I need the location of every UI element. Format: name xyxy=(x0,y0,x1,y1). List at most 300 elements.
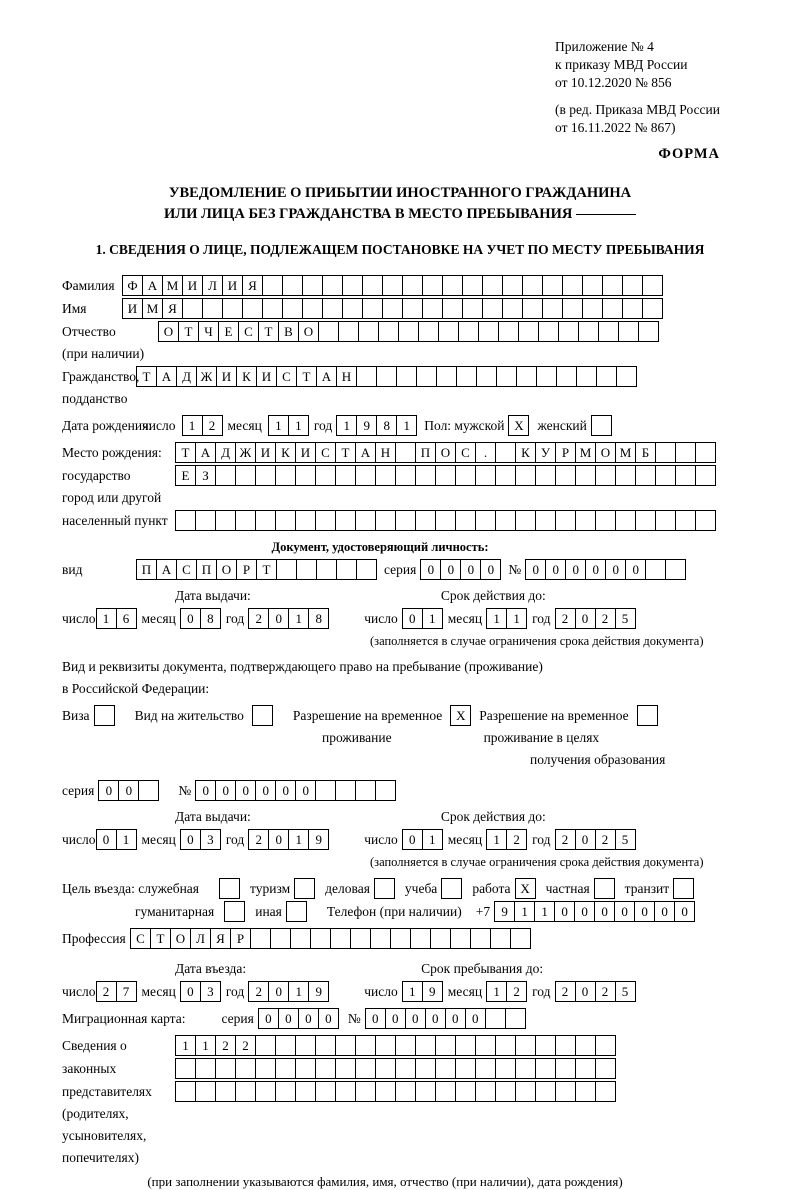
char-cell[interactable] xyxy=(536,366,557,387)
char-cell[interactable] xyxy=(475,1058,496,1079)
char-cell[interactable] xyxy=(310,928,331,949)
char-cell[interactable] xyxy=(435,510,456,531)
char-cell[interactable] xyxy=(330,928,351,949)
char-cell[interactable]: И xyxy=(182,275,203,296)
char-cell[interactable]: 0 xyxy=(585,559,606,580)
purpose-other-checkbox[interactable] xyxy=(286,901,307,922)
char-cell[interactable] xyxy=(415,465,436,486)
char-cell[interactable]: 2 xyxy=(248,608,269,629)
char-cell[interactable] xyxy=(215,1081,236,1102)
birth-year-input[interactable] xyxy=(336,415,416,436)
char-cell[interactable] xyxy=(455,465,476,486)
char-cell[interactable] xyxy=(262,275,283,296)
char-cell[interactable]: 0 xyxy=(545,559,566,580)
char-cell[interactable]: 1 xyxy=(195,1035,216,1056)
char-cell[interactable] xyxy=(502,298,523,319)
char-cell[interactable] xyxy=(275,1081,296,1102)
char-cell[interactable] xyxy=(695,442,716,463)
char-cell[interactable] xyxy=(598,321,619,342)
char-cell[interactable]: 9 xyxy=(422,981,443,1002)
char-cell[interactable]: 0 xyxy=(634,901,655,922)
char-cell[interactable]: Е xyxy=(218,321,239,342)
char-cell[interactable]: Е xyxy=(175,465,196,486)
char-cell[interactable] xyxy=(315,1081,336,1102)
char-cell[interactable]: 0 xyxy=(215,780,236,801)
char-cell[interactable]: 1 xyxy=(534,901,555,922)
char-cell[interactable]: 0 xyxy=(445,1008,466,1029)
doc-number-input[interactable] xyxy=(525,559,685,580)
char-cell[interactable] xyxy=(242,298,263,319)
doc-type-input[interactable] xyxy=(136,559,376,580)
char-cell[interactable] xyxy=(498,321,519,342)
char-cell[interactable]: 0 xyxy=(480,559,501,580)
char-cell[interactable] xyxy=(510,928,531,949)
char-cell[interactable]: И xyxy=(222,275,243,296)
edu-residence-checkbox[interactable] xyxy=(637,705,658,726)
sex-male-checkbox[interactable]: X xyxy=(508,415,529,436)
char-cell[interactable] xyxy=(422,298,443,319)
char-cell[interactable] xyxy=(255,1081,276,1102)
char-cell[interactable]: И xyxy=(122,298,143,319)
char-cell[interactable] xyxy=(375,1058,396,1079)
char-cell[interactable] xyxy=(522,275,543,296)
char-cell[interactable] xyxy=(418,321,439,342)
stay-valid-year-input[interactable] xyxy=(555,829,635,850)
char-cell[interactable] xyxy=(435,1058,456,1079)
char-cell[interactable] xyxy=(675,465,696,486)
char-cell[interactable]: Я xyxy=(242,275,263,296)
char-cell[interactable] xyxy=(618,321,639,342)
char-cell[interactable]: 1 xyxy=(116,829,137,850)
char-cell[interactable]: Р xyxy=(555,442,576,463)
char-cell[interactable] xyxy=(596,366,617,387)
char-cell[interactable] xyxy=(482,275,503,296)
char-cell[interactable]: С xyxy=(130,928,151,949)
char-cell[interactable]: Я xyxy=(162,298,183,319)
char-cell[interactable] xyxy=(582,275,603,296)
char-cell[interactable] xyxy=(395,510,416,531)
char-cell[interactable] xyxy=(402,275,423,296)
char-cell[interactable] xyxy=(556,366,577,387)
stayuntil-day-input[interactable] xyxy=(402,981,442,1002)
char-cell[interactable]: Т xyxy=(296,366,317,387)
char-cell[interactable]: 0 xyxy=(614,901,635,922)
char-cell[interactable]: 9 xyxy=(494,901,515,922)
char-cell[interactable] xyxy=(318,321,339,342)
char-cell[interactable] xyxy=(402,298,423,319)
char-cell[interactable] xyxy=(336,559,357,580)
char-cell[interactable] xyxy=(222,298,243,319)
char-cell[interactable]: Т xyxy=(256,559,277,580)
stayuntil-month-input[interactable] xyxy=(486,981,526,1002)
char-cell[interactable]: 0 xyxy=(575,608,596,629)
char-cell[interactable] xyxy=(376,366,397,387)
char-cell[interactable]: 2 xyxy=(506,829,527,850)
char-cell[interactable] xyxy=(275,1058,296,1079)
char-cell[interactable] xyxy=(535,1035,556,1056)
char-cell[interactable] xyxy=(355,1081,376,1102)
char-cell[interactable]: 1 xyxy=(288,415,309,436)
visa-checkbox[interactable] xyxy=(94,705,115,726)
char-cell[interactable] xyxy=(335,1035,356,1056)
char-cell[interactable] xyxy=(215,465,236,486)
surname-input[interactable] xyxy=(122,275,662,296)
stayuntil-year-input[interactable] xyxy=(555,981,635,1002)
entry-year-input[interactable] xyxy=(248,981,328,1002)
char-cell[interactable] xyxy=(350,928,371,949)
char-cell[interactable]: С xyxy=(238,321,259,342)
citizenship-input[interactable] xyxy=(136,366,636,387)
char-cell[interactable] xyxy=(342,298,363,319)
char-cell[interactable]: 1 xyxy=(288,981,309,1002)
char-cell[interactable]: 0 xyxy=(654,901,675,922)
char-cell[interactable] xyxy=(202,298,223,319)
char-cell[interactable]: 3 xyxy=(200,829,221,850)
char-cell[interactable]: 0 xyxy=(385,1008,406,1029)
char-cell[interactable] xyxy=(195,510,216,531)
char-cell[interactable] xyxy=(538,321,559,342)
char-cell[interactable] xyxy=(182,298,203,319)
char-cell[interactable] xyxy=(382,298,403,319)
char-cell[interactable] xyxy=(356,559,377,580)
char-cell[interactable]: 9 xyxy=(356,415,377,436)
char-cell[interactable]: 3 xyxy=(200,981,221,1002)
char-cell[interactable] xyxy=(475,465,496,486)
char-cell[interactable]: 0 xyxy=(465,1008,486,1029)
char-cell[interactable] xyxy=(615,510,636,531)
char-cell[interactable] xyxy=(475,510,496,531)
char-cell[interactable] xyxy=(415,1081,436,1102)
char-cell[interactable] xyxy=(442,275,463,296)
sex-female-checkbox[interactable] xyxy=(591,415,612,436)
char-cell[interactable] xyxy=(495,1035,516,1056)
char-cell[interactable] xyxy=(575,1058,596,1079)
char-cell[interactable]: Я xyxy=(210,928,231,949)
migration-number-input[interactable] xyxy=(365,1008,525,1029)
char-cell[interactable] xyxy=(438,321,459,342)
char-cell[interactable]: А xyxy=(156,559,177,580)
char-cell[interactable] xyxy=(475,1081,496,1102)
char-cell[interactable]: 8 xyxy=(200,608,221,629)
char-cell[interactable]: 0 xyxy=(525,559,546,580)
char-cell[interactable] xyxy=(635,465,656,486)
char-cell[interactable]: 0 xyxy=(605,559,626,580)
char-cell[interactable]: А xyxy=(195,442,216,463)
char-cell[interactable]: Ф xyxy=(122,275,143,296)
char-cell[interactable]: 0 xyxy=(318,1008,339,1029)
char-cell[interactable]: У xyxy=(535,442,556,463)
char-cell[interactable]: С xyxy=(176,559,197,580)
char-cell[interactable] xyxy=(296,559,317,580)
char-cell[interactable] xyxy=(295,465,316,486)
char-cell[interactable] xyxy=(315,510,336,531)
char-cell[interactable] xyxy=(645,559,666,580)
char-cell[interactable] xyxy=(396,366,417,387)
char-cell[interactable] xyxy=(458,321,479,342)
char-cell[interactable]: 1 xyxy=(514,901,535,922)
char-cell[interactable] xyxy=(555,1081,576,1102)
char-cell[interactable]: 2 xyxy=(215,1035,236,1056)
char-cell[interactable] xyxy=(335,1058,356,1079)
char-cell[interactable] xyxy=(435,1081,456,1102)
char-cell[interactable] xyxy=(455,1058,476,1079)
char-cell[interactable] xyxy=(416,366,437,387)
char-cell[interactable] xyxy=(262,298,283,319)
char-cell[interactable] xyxy=(255,1035,276,1056)
char-cell[interactable]: 2 xyxy=(248,981,269,1002)
char-cell[interactable]: 2 xyxy=(595,608,616,629)
char-cell[interactable] xyxy=(355,1035,376,1056)
char-cell[interactable]: 1 xyxy=(486,981,507,1002)
char-cell[interactable]: С xyxy=(455,442,476,463)
char-cell[interactable] xyxy=(655,465,676,486)
char-cell[interactable]: Н xyxy=(375,442,396,463)
char-cell[interactable]: 8 xyxy=(308,608,329,629)
char-cell[interactable]: К xyxy=(236,366,257,387)
char-cell[interactable]: 0 xyxy=(118,780,139,801)
char-cell[interactable]: 0 xyxy=(365,1008,386,1029)
char-cell[interactable] xyxy=(455,1081,476,1102)
purpose-transit-checkbox[interactable] xyxy=(673,878,694,899)
char-cell[interactable]: 0 xyxy=(275,780,296,801)
doc-issue-month-input[interactable] xyxy=(180,608,220,629)
char-cell[interactable] xyxy=(595,1058,616,1079)
purpose-private-checkbox[interactable] xyxy=(594,878,615,899)
char-cell[interactable] xyxy=(362,275,383,296)
char-cell[interactable]: 8 xyxy=(376,415,397,436)
char-cell[interactable] xyxy=(395,1058,416,1079)
char-cell[interactable] xyxy=(358,321,379,342)
char-cell[interactable]: В xyxy=(278,321,299,342)
char-cell[interactable]: А xyxy=(142,275,163,296)
char-cell[interactable] xyxy=(595,1035,616,1056)
char-cell[interactable]: 0 xyxy=(405,1008,426,1029)
doc-valid-year-input[interactable] xyxy=(555,608,635,629)
char-cell[interactable] xyxy=(138,780,159,801)
char-cell[interactable]: 2 xyxy=(555,608,576,629)
char-cell[interactable] xyxy=(295,510,316,531)
purpose-official-checkbox[interactable] xyxy=(219,878,240,899)
char-cell[interactable] xyxy=(175,1058,196,1079)
char-cell[interactable] xyxy=(455,1035,476,1056)
char-cell[interactable]: Б xyxy=(635,442,656,463)
char-cell[interactable] xyxy=(515,465,536,486)
char-cell[interactable]: 1 xyxy=(288,829,309,850)
char-cell[interactable] xyxy=(442,298,463,319)
char-cell[interactable]: 2 xyxy=(555,981,576,1002)
char-cell[interactable]: 9 xyxy=(308,829,329,850)
char-cell[interactable]: 2 xyxy=(506,981,527,1002)
char-cell[interactable]: М xyxy=(615,442,636,463)
char-cell[interactable] xyxy=(356,366,377,387)
char-cell[interactable] xyxy=(395,442,416,463)
char-cell[interactable]: 0 xyxy=(180,981,201,1002)
char-cell[interactable] xyxy=(622,275,643,296)
char-cell[interactable] xyxy=(422,275,443,296)
char-cell[interactable]: О xyxy=(158,321,179,342)
char-cell[interactable]: 2 xyxy=(555,829,576,850)
char-cell[interactable]: 1 xyxy=(336,415,357,436)
char-cell[interactable] xyxy=(515,1058,536,1079)
char-cell[interactable] xyxy=(616,366,637,387)
char-cell[interactable]: 0 xyxy=(575,829,596,850)
char-cell[interactable]: 1 xyxy=(422,608,443,629)
char-cell[interactable] xyxy=(390,928,411,949)
char-cell[interactable]: О xyxy=(170,928,191,949)
char-cell[interactable]: Т xyxy=(258,321,279,342)
char-cell[interactable] xyxy=(462,275,483,296)
char-cell[interactable] xyxy=(578,321,599,342)
char-cell[interactable] xyxy=(395,1081,416,1102)
migration-series-input[interactable] xyxy=(258,1008,338,1029)
char-cell[interactable] xyxy=(275,465,296,486)
char-cell[interactable]: 0 xyxy=(180,608,201,629)
char-cell[interactable] xyxy=(665,559,686,580)
char-cell[interactable]: Т xyxy=(150,928,171,949)
char-cell[interactable] xyxy=(490,928,511,949)
birthplace-input-row2[interactable] xyxy=(175,465,715,486)
char-cell[interactable] xyxy=(335,1081,356,1102)
char-cell[interactable] xyxy=(435,465,456,486)
char-cell[interactable] xyxy=(635,510,656,531)
char-cell[interactable] xyxy=(322,275,343,296)
char-cell[interactable]: 0 xyxy=(425,1008,446,1029)
char-cell[interactable]: 0 xyxy=(268,608,289,629)
char-cell[interactable]: М xyxy=(575,442,596,463)
char-cell[interactable]: 2 xyxy=(595,829,616,850)
char-cell[interactable]: 0 xyxy=(258,1008,279,1029)
legal-rep-input-row3[interactable] xyxy=(175,1081,615,1102)
char-cell[interactable] xyxy=(655,510,676,531)
char-cell[interactable]: И xyxy=(295,442,316,463)
char-cell[interactable]: 1 xyxy=(486,829,507,850)
entry-month-input[interactable] xyxy=(180,981,220,1002)
char-cell[interactable] xyxy=(558,321,579,342)
char-cell[interactable] xyxy=(410,928,431,949)
char-cell[interactable] xyxy=(316,559,337,580)
char-cell[interactable]: 2 xyxy=(248,829,269,850)
char-cell[interactable] xyxy=(315,780,336,801)
char-cell[interactable] xyxy=(518,321,539,342)
char-cell[interactable] xyxy=(535,510,556,531)
char-cell[interactable] xyxy=(455,510,476,531)
char-cell[interactable]: 0 xyxy=(402,608,423,629)
char-cell[interactable] xyxy=(370,928,391,949)
char-cell[interactable]: 6 xyxy=(116,608,137,629)
char-cell[interactable]: 5 xyxy=(615,981,636,1002)
purpose-business-checkbox[interactable] xyxy=(374,878,395,899)
char-cell[interactable] xyxy=(555,1035,576,1056)
char-cell[interactable]: 1 xyxy=(506,608,527,629)
char-cell[interactable]: 0 xyxy=(460,559,481,580)
char-cell[interactable] xyxy=(415,510,436,531)
char-cell[interactable] xyxy=(485,1008,506,1029)
char-cell[interactable] xyxy=(436,366,457,387)
stay-issue-month-input[interactable] xyxy=(180,829,220,850)
char-cell[interactable]: П xyxy=(136,559,157,580)
char-cell[interactable] xyxy=(378,321,399,342)
char-cell[interactable]: Т xyxy=(136,366,157,387)
char-cell[interactable] xyxy=(415,1035,436,1056)
char-cell[interactable]: И xyxy=(216,366,237,387)
char-cell[interactable]: 0 xyxy=(565,559,586,580)
name-input[interactable] xyxy=(122,298,662,319)
char-cell[interactable] xyxy=(595,465,616,486)
char-cell[interactable] xyxy=(555,465,576,486)
phone-input[interactable] xyxy=(494,901,694,922)
char-cell[interactable]: 2 xyxy=(595,981,616,1002)
char-cell[interactable] xyxy=(482,298,503,319)
char-cell[interactable]: М xyxy=(142,298,163,319)
stay-issue-year-input[interactable] xyxy=(248,829,328,850)
char-cell[interactable]: 0 xyxy=(574,901,595,922)
char-cell[interactable] xyxy=(355,465,376,486)
char-cell[interactable] xyxy=(302,275,323,296)
char-cell[interactable] xyxy=(355,1058,376,1079)
char-cell[interactable]: . xyxy=(475,442,496,463)
char-cell[interactable] xyxy=(575,465,596,486)
legal-rep-input-row2[interactable] xyxy=(175,1058,615,1079)
char-cell[interactable] xyxy=(655,442,676,463)
profession-input[interactable] xyxy=(130,928,530,949)
char-cell[interactable] xyxy=(250,928,271,949)
char-cell[interactable]: 1 xyxy=(402,981,423,1002)
char-cell[interactable] xyxy=(338,321,359,342)
char-cell[interactable] xyxy=(295,1058,316,1079)
char-cell[interactable]: Р xyxy=(230,928,251,949)
stay-issue-day-input[interactable] xyxy=(96,829,136,850)
char-cell[interactable] xyxy=(255,510,276,531)
char-cell[interactable]: 1 xyxy=(175,1035,196,1056)
char-cell[interactable]: З xyxy=(195,465,216,486)
char-cell[interactable]: И xyxy=(256,366,277,387)
char-cell[interactable] xyxy=(175,510,196,531)
char-cell[interactable] xyxy=(535,465,556,486)
char-cell[interactable] xyxy=(290,928,311,949)
char-cell[interactable]: М xyxy=(162,275,183,296)
char-cell[interactable]: И xyxy=(255,442,276,463)
char-cell[interactable] xyxy=(215,1058,236,1079)
char-cell[interactable]: К xyxy=(515,442,536,463)
char-cell[interactable] xyxy=(175,1081,196,1102)
char-cell[interactable] xyxy=(395,1035,416,1056)
char-cell[interactable] xyxy=(195,1058,216,1079)
char-cell[interactable] xyxy=(375,1035,396,1056)
char-cell[interactable]: 0 xyxy=(674,901,695,922)
doc-valid-month-input[interactable] xyxy=(486,608,526,629)
char-cell[interactable] xyxy=(470,928,491,949)
char-cell[interactable]: Т xyxy=(335,442,356,463)
char-cell[interactable]: 1 xyxy=(422,829,443,850)
char-cell[interactable] xyxy=(235,1058,256,1079)
char-cell[interactable] xyxy=(502,275,523,296)
char-cell[interactable] xyxy=(375,465,396,486)
char-cell[interactable] xyxy=(235,465,256,486)
char-cell[interactable]: А xyxy=(156,366,177,387)
char-cell[interactable]: 5 xyxy=(615,829,636,850)
char-cell[interactable]: О xyxy=(435,442,456,463)
char-cell[interactable] xyxy=(535,1081,556,1102)
char-cell[interactable]: 0 xyxy=(420,559,441,580)
char-cell[interactable]: О xyxy=(216,559,237,580)
patronymic-input[interactable] xyxy=(158,321,658,342)
char-cell[interactable] xyxy=(375,1081,396,1102)
char-cell[interactable] xyxy=(562,275,583,296)
char-cell[interactable] xyxy=(496,366,517,387)
char-cell[interactable] xyxy=(215,510,236,531)
char-cell[interactable] xyxy=(255,1058,276,1079)
char-cell[interactable]: 0 xyxy=(594,901,615,922)
